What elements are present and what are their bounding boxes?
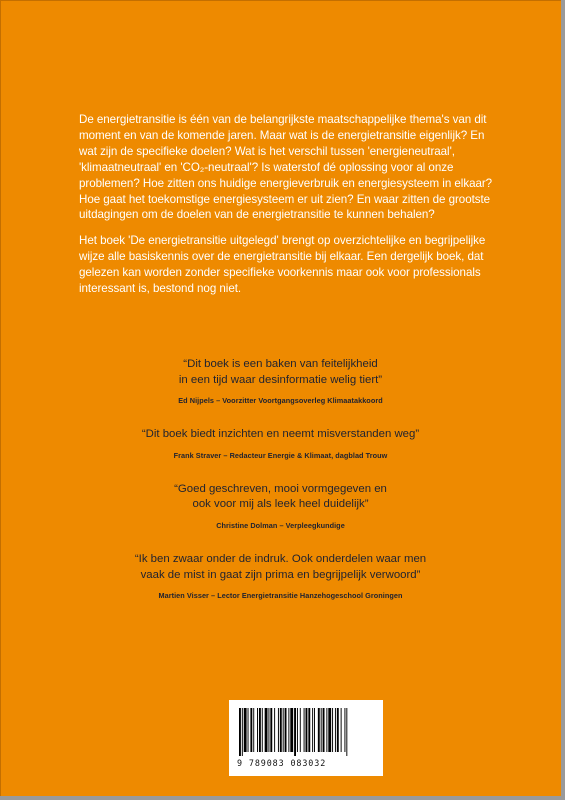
barcode-bar: [312, 708, 313, 752]
quote-block: [0, 482, 561, 531]
quotes-section: [0, 357, 561, 622]
barcode-bar: [321, 708, 322, 752]
barcode-bars-icon: [237, 708, 375, 756]
quote-block: [0, 427, 561, 461]
intro-paragraph-2: Het boek 'De energietransitie uitgelegd' brengt op overzichtelijke en begrijpelijke wijze alle basiskennis over de energietransitie bij elkaar. Een dergelijk boek, dat gelezen kan worden zonder specifieke voorkennis maar ook voor professionals interessant is, bestond nog niet.: [79, 234, 486, 296]
barcode-bar: [300, 708, 301, 752]
barcode-bar: [314, 708, 315, 752]
barcode-bar: [259, 708, 261, 752]
barcode-bar: [270, 708, 272, 752]
barcode-bar: [328, 708, 331, 752]
barcode-bar: [288, 708, 289, 752]
barcode-bar: [257, 708, 258, 752]
barcode-bar: [306, 708, 308, 752]
barcode-bar: [242, 708, 243, 756]
intro-paragraph-1: De energietransitie is één van de belangrijkste maatschappelijke thema's van dit moment en van de komende jaren. Maar wat is de energietransitie eigenlijk? En wat zijn de specifieke doelen? Wat is het verschil tussen 'energieneutraal', 'klimaatneutraal' en 'CO₂-neutraal'? Is waterstof dé oplossing voor al onze problemen? Hoe zitten ons huidige energieverbruik en energiesysteem in elkaar? Hoe gaat het toekomstige energiesysteem er uit zien? En waar zitten de grootste uitdagingen om de doelen van de energietransitie te kunnen behalen?: [79, 113, 493, 222]
quote-author: Martien Visser – Lector Energietransitie Hanzehogeschool Groningen: [158, 591, 403, 601]
barcode-bar: [262, 708, 263, 752]
barcode-bar: [326, 708, 327, 752]
quote-author: Christine Dolman – Verpleegkundige: [216, 520, 345, 530]
intro-text: [79, 112, 499, 307]
barcode-bar: [294, 708, 296, 756]
barcode-bar: [248, 708, 249, 752]
barcode-bar: [274, 708, 275, 752]
quote-text: “Dit boek is een baken van feitelijkheid in een tijd waar desinformatie welig tiert”: [178, 358, 383, 386]
barcode-bar: [253, 708, 254, 752]
barcode-bar: [323, 708, 325, 752]
barcode-bar: [344, 708, 345, 752]
barcode-bar: [285, 708, 287, 752]
barcode-bar: [335, 708, 336, 752]
barcode-bar: [250, 708, 252, 752]
barcode-bar: [297, 708, 298, 752]
barcode-bar: [280, 708, 282, 752]
barcode-bar: [290, 708, 293, 752]
barcode-bar: [278, 708, 279, 752]
quote-block: [0, 357, 561, 406]
quote-text: “Ik ben zwaar onder de indruk. Ook onderdelen waar men vaak de mist in gaat zijn prima en begrijpelijk verwoord”: [134, 552, 427, 581]
barcode-bar: [268, 708, 269, 752]
quote-text: “Goed geschreven, mooi vormgegeven en ook voor mij als leek heel duidelijk”: [174, 482, 387, 511]
quote-block: [0, 552, 561, 601]
isbn-number: 9 789083 083032: [237, 758, 327, 768]
barcode-bar: [346, 708, 347, 756]
barcode-bar: [239, 708, 241, 756]
barcode-bar: [244, 708, 247, 752]
quote-text: “Dit boek biedt inzichten en neemt misverstanden weg”: [141, 428, 420, 441]
barcode-bar: [304, 708, 305, 752]
barcode-bar: [265, 708, 268, 752]
barcode-bar: [283, 708, 284, 752]
barcode-bar: [318, 708, 320, 752]
barcode-bar: [308, 708, 310, 752]
barcode-bar: [332, 708, 333, 752]
barcode-bar: [337, 708, 339, 752]
quote-author: Frank Straver – Redacteur Energie & Klimaat, dagblad Trouw: [173, 450, 388, 460]
barcode-bar: [341, 708, 342, 752]
isbn-barcode: [229, 700, 383, 776]
quote-author: Ed Nijpels – Voorzitter Voortgangsoverleg Klimaatakkoord: [178, 396, 383, 406]
